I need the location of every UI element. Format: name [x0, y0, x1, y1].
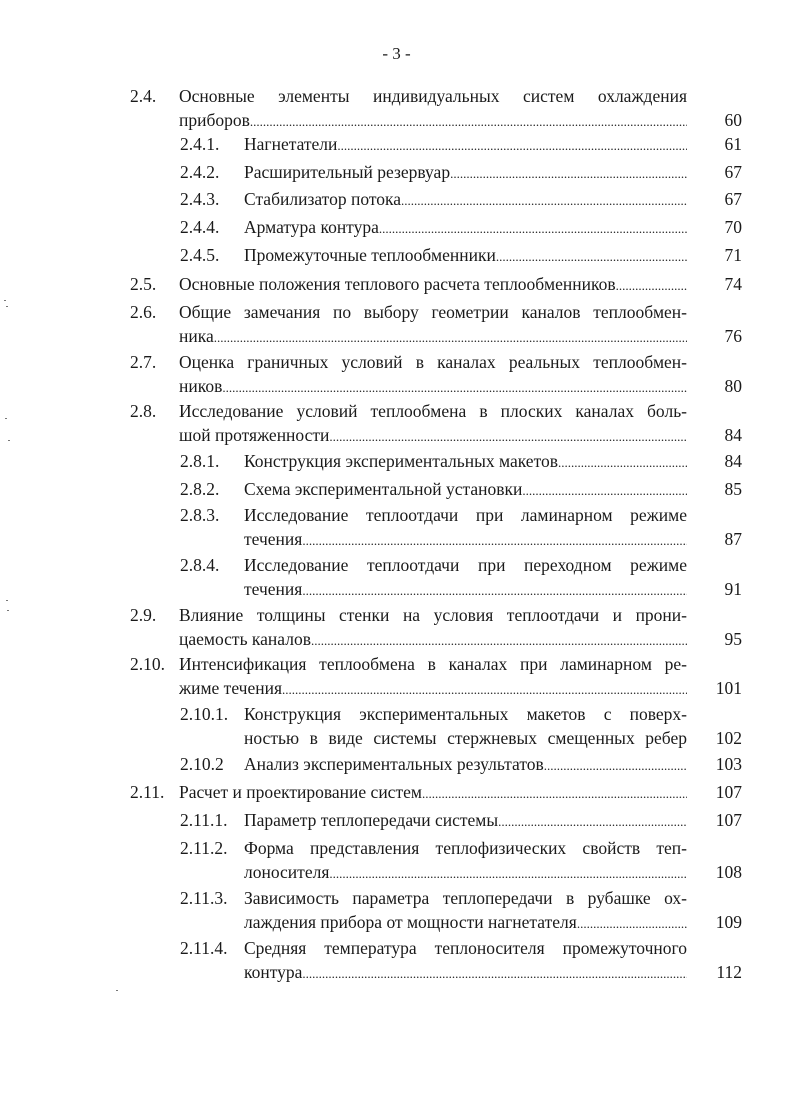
toc-entry-title-last: ников: [179, 376, 223, 396]
toc-entry-page: 102: [715, 728, 742, 748]
toc-entry-2-6: [130, 300, 742, 348]
toc-entry-number: 2.8.1.: [180, 451, 220, 471]
toc-entry-page: 109: [715, 912, 742, 932]
toc-entry-page: 60: [724, 110, 742, 130]
toc-entry-2-5: [130, 272, 742, 296]
toc-entry-number: 2.9.: [130, 605, 157, 625]
toc-entry-title: Влияние толщины стенки на условия теплоотдачи и прони-: [179, 605, 687, 625]
toc-entry-page: 91: [724, 579, 742, 599]
leader-dots: [222, 374, 687, 398]
toc-entry-title: Зависимость параметра теплопередачи в рубашке ох-: [244, 888, 687, 908]
toc-entry-title-last: течения: [244, 529, 303, 549]
toc-entry-title-last: жиме течения: [179, 678, 283, 698]
toc-entry-title: Параметр теплопередачи системы: [244, 810, 499, 830]
toc-entry-number: 2.11.: [130, 782, 165, 802]
toc-entry-page: 67: [724, 189, 742, 209]
toc-entry-page: 84: [724, 425, 742, 445]
toc-entry-2-4-5: [130, 243, 742, 267]
toc-entry-2-8-4: [130, 553, 742, 601]
toc-entry-title: Промежуточные теплообменники: [244, 245, 496, 265]
toc-entry-title-last: приборов: [179, 110, 250, 130]
toc-entry-2-11-2: [130, 836, 742, 884]
leader-dots: [379, 215, 687, 239]
toc-entry-page: 85: [724, 479, 742, 499]
leader-dots: [450, 160, 687, 184]
toc-entry-title: Конструкция экспериментальных макетов с поверх-: [244, 704, 687, 724]
toc-entry-title: Анализ экспериментальных результатов: [244, 754, 544, 774]
leader-dots: [329, 423, 687, 447]
toc-entry-page: 108: [715, 862, 742, 882]
toc-entry-title: Средняя температура теплоносителя промежуточного: [244, 938, 687, 958]
leader-dots: [329, 860, 687, 884]
toc-entry-number: 2.6.: [130, 302, 157, 322]
scan-speck: [6, 306, 8, 307]
toc-entry-number: 2.11.4.: [180, 938, 228, 958]
toc-entry-title: Форма представления теплофизических свойств теп-: [244, 838, 687, 858]
toc-entry-2-8-1: [130, 449, 742, 473]
leader-dots: [282, 676, 687, 700]
toc-entry-page: 70: [724, 217, 742, 237]
toc-entry-title-last: контура: [244, 962, 303, 982]
toc-entry-page: 107: [715, 782, 742, 802]
toc-entry-2-9: [130, 603, 742, 651]
toc-entry-page: 61: [724, 134, 742, 154]
scan-speck: [5, 418, 7, 419]
toc-entry-title-last: лоносителя: [244, 862, 330, 882]
toc-entry-page: 84: [724, 451, 742, 471]
toc-entry-title-last: лаждения прибора от мощности нагнетателя: [244, 912, 577, 932]
toc-entry-2-4-2: [130, 160, 742, 184]
toc-entry-number: 2.4.4.: [180, 217, 220, 237]
toc-entry-2-8: [130, 399, 742, 447]
toc-entry-2-11-4: [130, 936, 742, 984]
toc-entry-title-last: ника: [179, 326, 214, 346]
toc-entry-number: 2.8.3.: [180, 505, 220, 525]
toc-entry-title: Стабилизатор потока: [244, 189, 402, 209]
toc-entry-page: 101: [715, 678, 742, 698]
toc-entry-page: 112: [716, 962, 742, 982]
toc-entry-title: Конструкция экспериментальных макетов: [244, 451, 559, 471]
scan-speck: [116, 990, 118, 991]
toc-entry-2-11: [130, 780, 742, 804]
toc-entry-title-last: течения: [244, 579, 303, 599]
toc-entry-2-8-3: [130, 503, 742, 551]
toc-entry-2-10-1: [130, 702, 742, 750]
toc-entry-title: Нагнетатели: [244, 134, 338, 154]
toc-entry-page: 80: [724, 376, 742, 396]
toc-entry-number: 2.4.5.: [180, 245, 220, 265]
toc-entry-page: 95: [724, 629, 742, 649]
toc-entry-title-last: цаемость каналов: [179, 629, 311, 649]
toc-entry-2-11-3: [130, 886, 742, 934]
toc-entry-title: Основные положения теплового расчета теплообменников: [179, 274, 616, 294]
leader-dots: [302, 577, 687, 601]
leader-dots: [401, 187, 687, 211]
toc-entry-number: 2.4.: [130, 86, 157, 106]
toc-entry-number: 2.5.: [130, 274, 157, 294]
leader-dots: [498, 808, 687, 832]
leader-dots: [616, 272, 687, 296]
toc-entry-2-4-4: [130, 215, 742, 239]
toc-entry-2-11-1: [130, 808, 742, 832]
toc-entry-title: Расчет и проектирование систем: [179, 782, 422, 802]
toc-entry-number: 2.8.2.: [180, 479, 220, 499]
toc-entry-number: 2.10.: [130, 654, 165, 674]
toc-entry-title-last: шой протяженности: [179, 425, 330, 445]
toc-entry-number: 2.11.2.: [180, 838, 228, 858]
toc-entry-page: 107: [715, 810, 742, 830]
toc-entry-title-last: ностью в виде системы стержневых смещенных ребер: [244, 728, 687, 748]
toc-entry-page: 74: [724, 274, 742, 294]
scan-speck: [4, 300, 6, 301]
toc-entry-2-4-1: [130, 132, 742, 156]
toc-entry-2-10-2: [130, 752, 742, 776]
toc-entry-number: 2.4.3.: [180, 189, 220, 209]
toc-entry-title: Основные элементы индивидуальных систем охлаждения: [179, 86, 687, 106]
toc-entry-title: Расширительный резервуар: [244, 162, 451, 182]
toc-entry-title: Оценка граничных условий в каналах реальных теплообмен-: [179, 352, 687, 372]
toc-entry-page: 87: [724, 529, 742, 549]
toc-entry-number: 2.11.1.: [180, 810, 228, 830]
toc-entry-title: Исследование условий теплообмена в плоских каналах боль-: [179, 401, 687, 421]
toc-entry-page: 103: [715, 754, 742, 774]
toc-entry-page: 67: [724, 162, 742, 182]
toc-entry-number: 2.7.: [130, 352, 157, 372]
toc-entry-title: Интенсификация теплообмена в каналах при ламинарном ре-: [179, 654, 687, 674]
leader-dots: [311, 627, 687, 651]
leader-dots: [577, 910, 687, 934]
scan-speck: [8, 440, 10, 441]
toc-entry-title: Исследование теплоотдачи при ламинарном режиме: [244, 505, 687, 525]
leader-dots: [302, 960, 687, 984]
toc-entry-number: 2.11.3.: [180, 888, 228, 908]
toc-entry-number: 2.4.1.: [180, 134, 220, 154]
toc-entry-2-7: [130, 350, 742, 398]
page-number: - 3 -: [382, 44, 411, 63]
toc-entry-2-10: [130, 652, 742, 700]
toc-entry-2-8-2: [130, 477, 742, 501]
toc-entry-2-4: [130, 84, 742, 132]
scan-speck: [7, 610, 9, 611]
leader-dots: [214, 324, 687, 348]
toc-entry-number: 2.8.4.: [180, 555, 220, 575]
toc-entry-page: 76: [724, 326, 742, 346]
leader-dots: [522, 477, 687, 501]
leader-dots: [558, 449, 687, 473]
toc-entry-number: 2.10.1.: [180, 704, 229, 724]
leader-dots: [496, 243, 687, 267]
toc-entry-title: Арматура контура: [244, 217, 379, 237]
toc-entry-title: Исследование теплоотдачи при переходном режиме: [244, 555, 687, 575]
leader-dots: [544, 752, 687, 776]
toc-entry-page: 71: [724, 245, 742, 265]
scan-speck: [6, 600, 8, 601]
toc-entry-title: Общие замечания по выбору геометрии каналов теплообмен-: [179, 302, 687, 322]
leader-dots: [422, 780, 687, 804]
toc-entry-number: 2.8.: [130, 401, 157, 421]
leader-dots: [302, 527, 687, 551]
toc-entry-number: 2.10.2: [180, 754, 224, 774]
toc-entry-title: Схема экспериментальной установки: [244, 479, 523, 499]
toc-entry-2-4-3: [130, 187, 742, 211]
toc-entry-number: 2.4.2.: [180, 162, 220, 182]
leader-dots: [250, 108, 687, 132]
leader-dots: [337, 132, 687, 156]
